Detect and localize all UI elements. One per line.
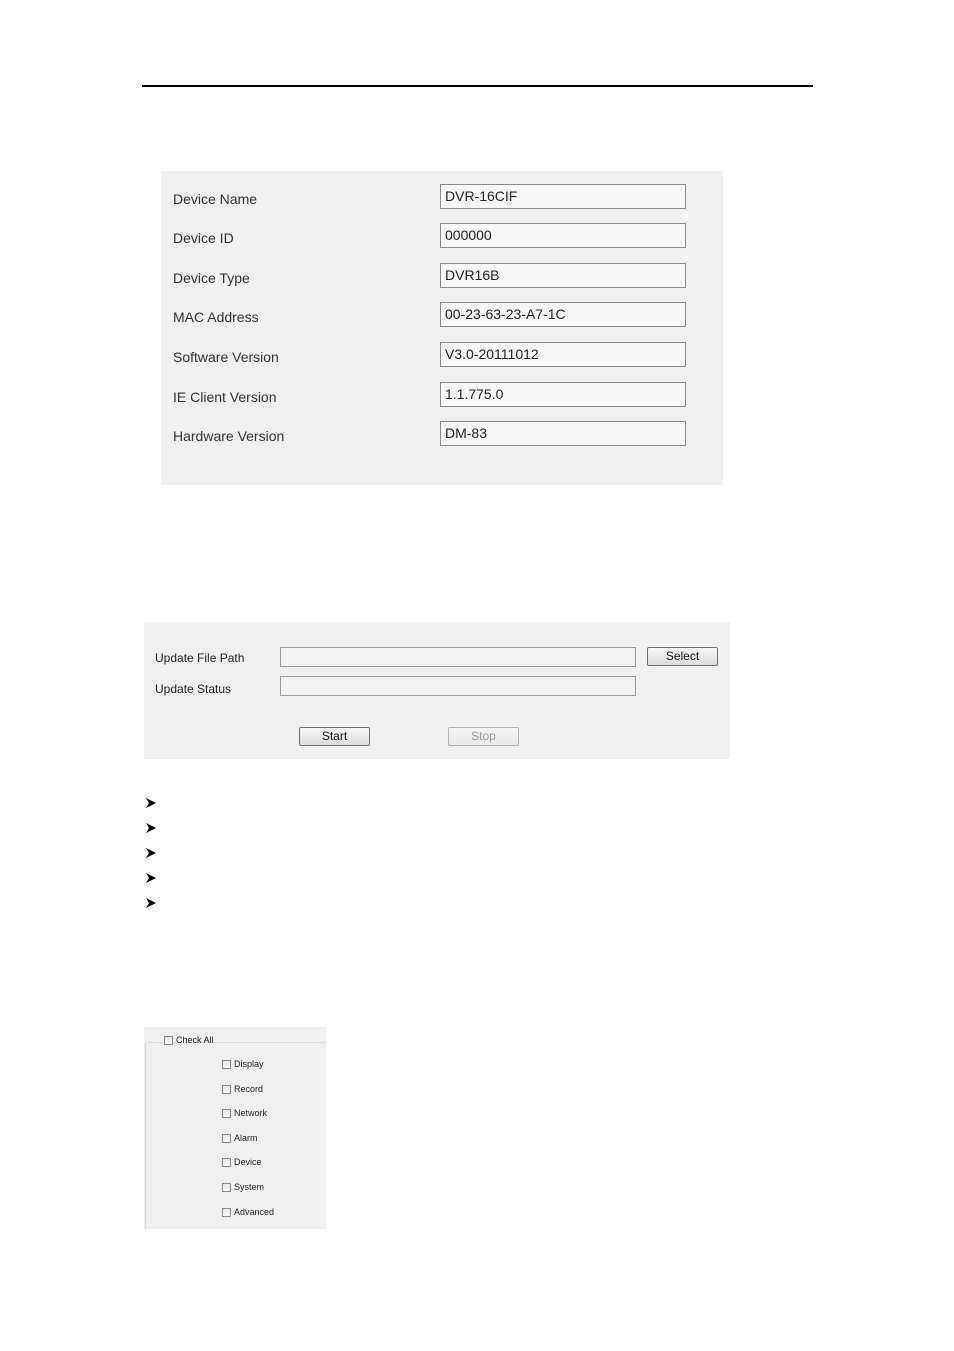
record-label: Record [234, 1084, 264, 1094]
update-file-path-label: Update File Path [155, 651, 245, 665]
network-label: Network [234, 1108, 268, 1118]
page-header-rule [142, 85, 813, 87]
start-button[interactable]: Start [299, 727, 370, 746]
alarm-label: Alarm [234, 1133, 258, 1143]
checkbox-box[interactable] [222, 1208, 231, 1217]
divider [145, 1043, 146, 1229]
advanced-checkbox[interactable] [222, 1206, 274, 1218]
arrow-bullet-icon [145, 847, 157, 859]
device-checkbox[interactable] [222, 1156, 262, 1168]
check-all-label: Check All [176, 1035, 214, 1045]
update-status-label: Update Status [155, 682, 232, 696]
device-type-row [161, 263, 723, 291]
system-checkbox[interactable] [222, 1181, 264, 1193]
arrow-bullet-icon [145, 797, 157, 809]
device-name-row [161, 184, 723, 212]
advanced-label: Advanced [234, 1207, 275, 1217]
hardware-version-label: Hardware Version [173, 428, 285, 444]
mac-address-label: MAC Address [173, 309, 259, 325]
hardware-version-field[interactable]: DM-83 [440, 421, 686, 446]
software-version-field[interactable]: V3.0-20111012 [440, 342, 686, 367]
check-all-checkbox[interactable] [164, 1034, 214, 1046]
checkbox-box[interactable] [222, 1109, 231, 1118]
device-info-panel [161, 171, 723, 485]
mac-address-row [161, 302, 723, 330]
device-type-label: Device Type [173, 270, 250, 286]
select-file-button[interactable]: Select [647, 647, 718, 666]
device-id-row [161, 223, 723, 251]
update-file-path-input[interactable] [280, 647, 636, 667]
permissions-panel [144, 1027, 326, 1229]
arrow-bullet-icon [145, 897, 157, 909]
mac-address-field[interactable]: 00-23-63-23-A7-1C [440, 302, 686, 327]
device-id-field[interactable]: 000000 [440, 223, 686, 248]
arrow-bullet-icon [145, 872, 157, 884]
system-label: System [234, 1182, 265, 1192]
device-name-field[interactable]: DVR-16CIF [440, 184, 686, 209]
checkbox-box[interactable] [222, 1060, 231, 1069]
device-id-label: Device ID [173, 230, 234, 246]
checkbox-box[interactable] [222, 1158, 231, 1167]
checkbox-box[interactable] [222, 1183, 231, 1192]
display-label: Display [234, 1059, 264, 1069]
device-label: Device [234, 1157, 262, 1167]
checkbox-box[interactable] [164, 1036, 173, 1045]
stop-button: Stop [448, 727, 519, 746]
update-status-field [280, 676, 636, 696]
display-checkbox[interactable] [222, 1058, 264, 1070]
hardware-version-row [161, 421, 723, 449]
ie-client-version-label: IE Client Version [173, 389, 277, 405]
ie-client-version-field[interactable]: 1.1.775.0 [440, 382, 686, 407]
ie-client-version-row [161, 382, 723, 410]
checkbox-box[interactable] [222, 1134, 231, 1143]
upgrade-panel [144, 622, 730, 759]
device-type-field[interactable]: DVR16B [440, 263, 686, 288]
device-name-label: Device Name [173, 191, 258, 207]
network-checkbox[interactable] [222, 1107, 267, 1119]
software-version-label: Software Version [173, 349, 279, 365]
alarm-checkbox[interactable] [222, 1132, 258, 1144]
record-checkbox[interactable] [222, 1083, 263, 1095]
arrow-bullet-icon [145, 822, 157, 834]
checkbox-box[interactable] [222, 1085, 231, 1094]
software-version-row [161, 342, 723, 370]
